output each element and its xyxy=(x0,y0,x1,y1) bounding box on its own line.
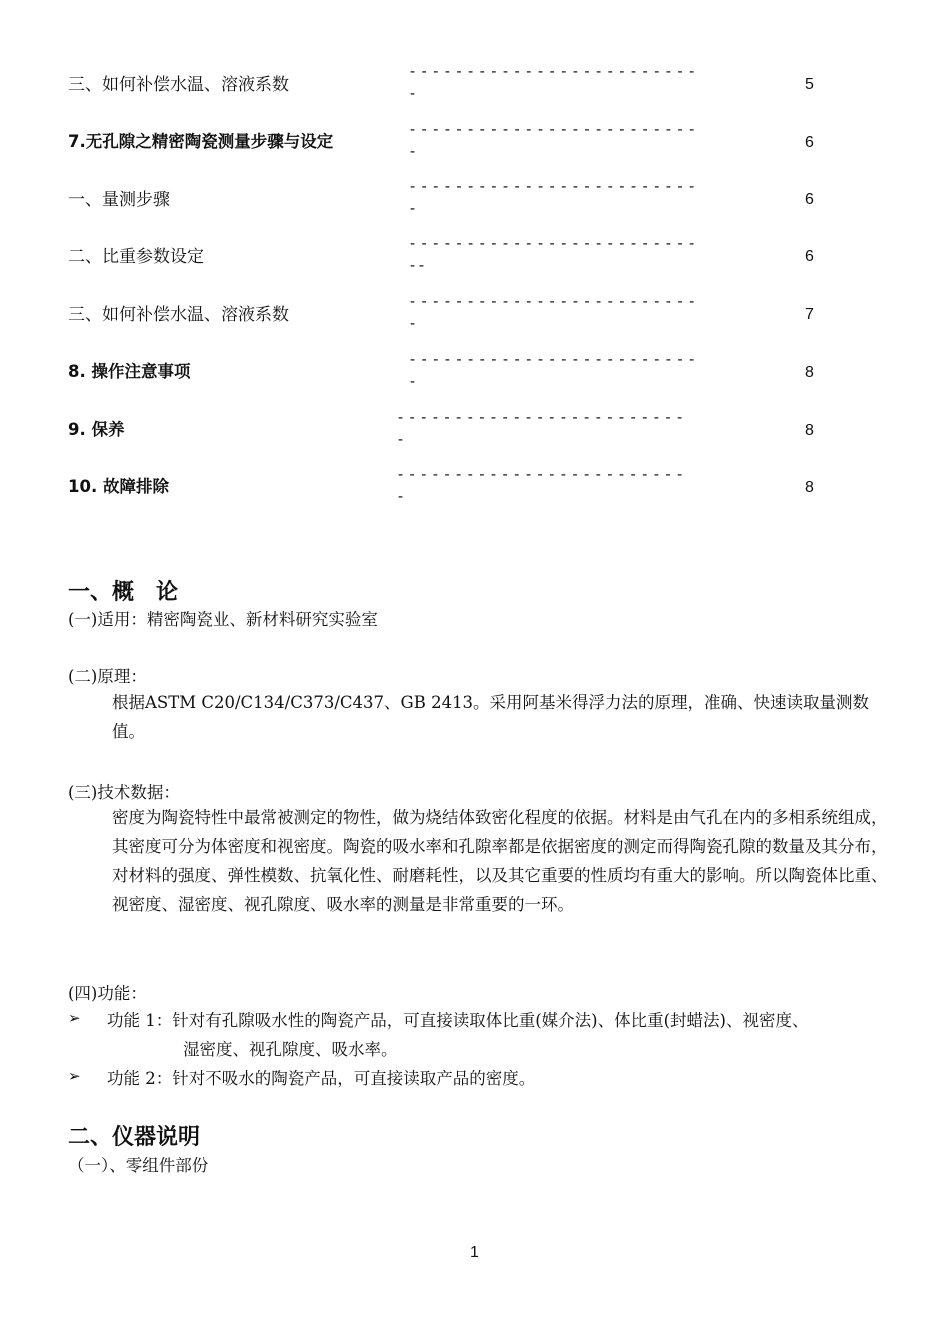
toc-label: 三、如何补偿水温、溶液系数 xyxy=(68,305,289,325)
toc-leader: ------------------------- xyxy=(408,120,699,138)
function-2-text: 功能 2：针对不吸水的陶瓷产品，可直接读取产品的密度。 xyxy=(107,1069,536,1088)
toc-leader-tail: -- xyxy=(408,256,427,274)
toc-label: 三、如何补偿水温、溶液系数 xyxy=(68,75,289,95)
toc-page-number: 5 xyxy=(805,76,814,93)
toc-label: 7.无孔隙之精密陶瓷测量步骤与设定 xyxy=(68,132,334,151)
scope-line: (一)适用：精密陶瓷业、新材料研究实验室 xyxy=(68,610,378,629)
components-subheading: （一）、零组件部份 xyxy=(68,1156,209,1175)
toc-leader-tail: - xyxy=(408,199,418,217)
arrow-bullet-icon: ➢ xyxy=(68,1067,81,1085)
toc-leader: ------------------------- xyxy=(396,465,687,483)
function-1-line-1: 功能 1：针对有孔隙吸水性的陶瓷产品，可直接读取体比重(媒介法)、体比重(封蜡法)、视密度、 xyxy=(107,1011,809,1030)
toc-page-number: 8 xyxy=(805,364,814,381)
toc-label: 8. 操作注意事项 xyxy=(68,362,191,381)
toc-leader-tail: - xyxy=(408,142,418,160)
toc-leader: ------------------------- xyxy=(408,177,699,195)
tech-data-text: 密度为陶瓷特性中最常被测定的物性，做为烧结体致密化程度的依据。材料是由气孔在内的多相系统组成，其密度可分为体密度和视密度。陶瓷的吸水率和孔隙率都是依据密度的测定而得陶瓷孔隙的数量及其分布，对材料的强度、弹性模数、抗氧化性、耐磨耗性，以及其它重要的性质均有重大的影响。所以陶瓷体比重、视密度、湿密度、视孔隙度、吸水率的测量是非常重要的一环。 xyxy=(112,808,888,914)
toc-label: 9. 保养 xyxy=(68,420,125,439)
toc-page-number: 6 xyxy=(805,134,814,151)
toc-leader-tail: - xyxy=(396,487,406,505)
toc-leader-tail: - xyxy=(396,430,406,448)
toc-leader: ------------------------- xyxy=(408,234,699,252)
arrow-bullet-icon: ➢ xyxy=(68,1009,81,1027)
toc-label: 二、比重参数设定 xyxy=(68,247,204,267)
toc-leader-tail: - xyxy=(408,314,418,332)
toc-leader: ------------------------- xyxy=(408,62,699,80)
toc-page-number: 8 xyxy=(805,479,814,496)
tech-data-heading: (三)技术数据： xyxy=(68,783,180,802)
toc-leader-tail: - xyxy=(408,84,418,102)
toc-label: 10. 故障排除 xyxy=(68,477,169,496)
toc-page-number: 8 xyxy=(805,422,814,439)
function-1-line-2: 湿密度、视孔隙度、吸水率。 xyxy=(183,1040,398,1059)
function-heading: (四)功能： xyxy=(68,984,147,1003)
principle-text: 根据ASTM C20/C134/C373/C437、GB 2413。采用阿基米得浮力法的原理，准确、快速读取量测数值。 xyxy=(112,693,870,741)
section-1-heading: 一、概 论 xyxy=(68,580,179,605)
toc-label: 一、量测步骤 xyxy=(68,190,170,210)
toc-leader-tail: - xyxy=(408,372,418,390)
page-number: 1 xyxy=(470,1244,479,1261)
toc-page-number: 6 xyxy=(805,248,814,265)
toc-page-number: 7 xyxy=(805,306,814,323)
toc-page-number: 6 xyxy=(805,191,814,208)
toc-leader: ------------------------- xyxy=(408,350,699,368)
toc-leader: ------------------------- xyxy=(408,292,699,310)
toc-leader: ------------------------- xyxy=(396,408,687,426)
principle-heading: (二)原理： xyxy=(68,667,147,686)
toc-entry xyxy=(0,465,950,531)
section-2-heading: 二、仪器说明 xyxy=(68,1125,201,1150)
